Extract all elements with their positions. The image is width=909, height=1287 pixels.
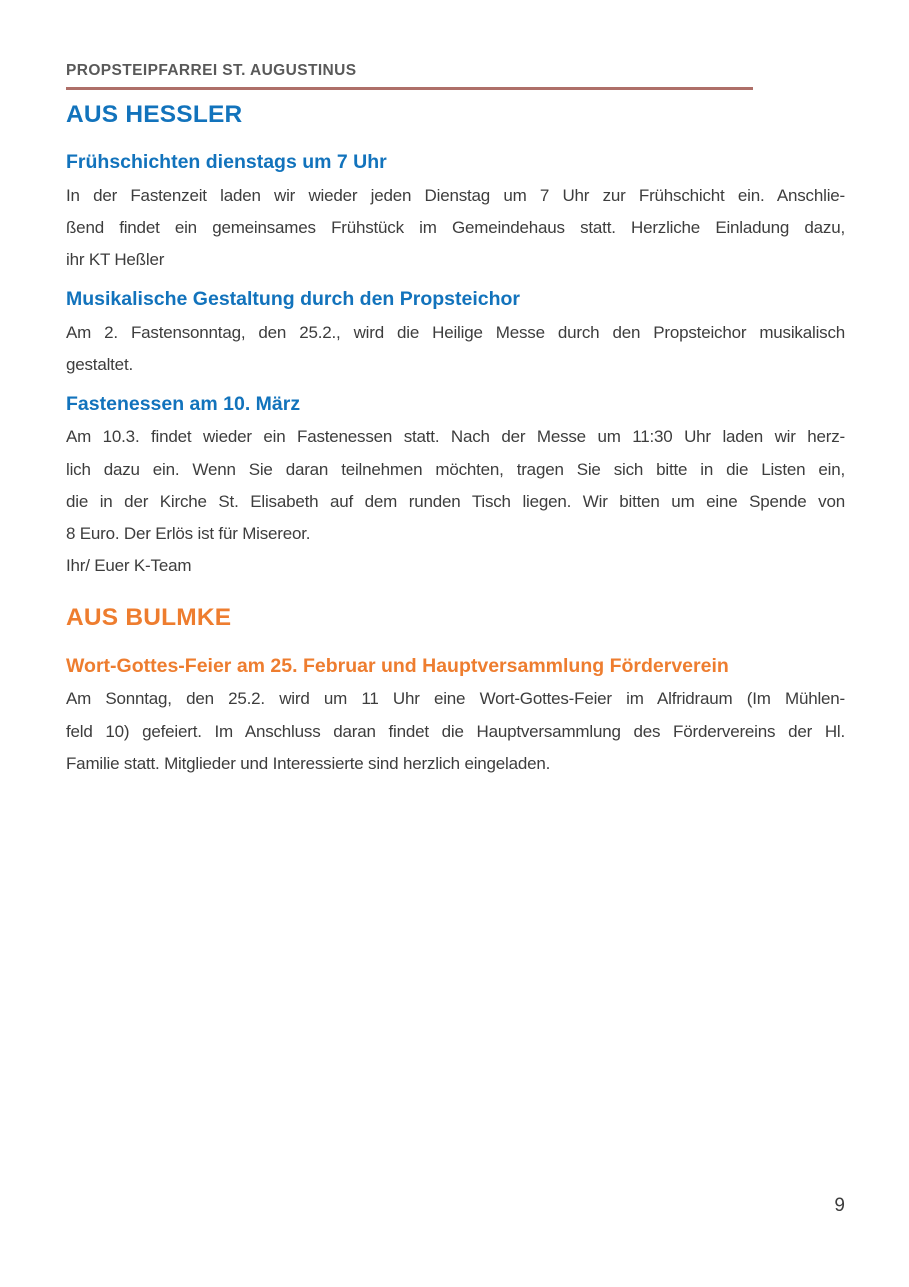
article-heading: Musikalische Gestaltung durch den Propsteichor bbox=[66, 288, 521, 311]
section-bulmke bbox=[66, 606, 845, 780]
header-rule bbox=[66, 87, 753, 90]
body-line: Am Sonntag, den 25.2. wird um 11 Uhr eine Wort-Gottes-Feier im Alfridraum (Im Mühlen- bbox=[66, 689, 845, 709]
section-title: AUS HESSLER bbox=[66, 100, 243, 128]
body-line: ßend findet ein gemeinsames Frühstück im Gemeindehaus statt. Herzliche Einladung dazu, bbox=[66, 217, 845, 237]
section-hessler bbox=[66, 100, 845, 583]
body-line: Am 2. Fastensonntag, den 25.2., wird die Heilige Messe durch den Propsteichor musikalisch bbox=[66, 322, 845, 342]
article-heading: Frühschichten dienstags um 7 Uhr bbox=[66, 151, 387, 173]
page-header bbox=[66, 63, 845, 90]
article-body bbox=[66, 180, 845, 277]
article-fastenessen bbox=[66, 392, 845, 582]
body-line: 8 Euro. Der Erlös ist für Misereor. bbox=[66, 524, 311, 543]
body-line: In der Fastenzeit laden wir wieder jeden Dienstag um 7 Uhr zur Frühschicht ein. Anschlie- bbox=[66, 185, 845, 205]
body-line: Familie statt. Mitglieder und Interessierte sind herzlich eingeladen. bbox=[66, 753, 551, 773]
page-header-title: PROPSTEIPFARREI ST. AUGUSTINUS bbox=[66, 62, 357, 79]
body-line: feld 10) gefeiert. Im Anschluss daran findet die Hauptversammlung des Fördervereins der Hl. bbox=[66, 721, 845, 741]
article-heading: Fastenessen am 10. März bbox=[66, 392, 301, 415]
body-line: die in der Kirche St. Elisabeth auf dem runden Tisch liegen. Wir bitten um eine Spende von bbox=[66, 491, 845, 511]
article-wort-gottes-feier bbox=[66, 654, 845, 780]
article-body bbox=[66, 421, 845, 582]
body-line: gestaltet. bbox=[66, 354, 133, 374]
article-musikalische-gestaltung bbox=[66, 290, 845, 381]
article-body bbox=[66, 683, 845, 780]
article-heading: Wort-Gottes-Feier am 25. Februar und Hauptversammlung Förderverein bbox=[66, 654, 729, 677]
body-line: Am 10.3. findet wieder ein Fastenessen statt. Nach der Messe um 11:30 Uhr laden wir herz- bbox=[66, 427, 845, 447]
section-title: AUS BULMKE bbox=[66, 604, 232, 632]
page-number: 9 bbox=[834, 1195, 845, 1216]
body-line: Ihr/ Euer K-Team bbox=[66, 556, 192, 576]
body-line: ihr KT Heßler bbox=[66, 249, 165, 269]
article-fruehschichten bbox=[66, 153, 845, 276]
body-line: lich dazu ein. Wenn Sie daran teilnehmen möchten, tragen Sie sich bitte in die Listen ein, bbox=[66, 459, 845, 479]
article-body bbox=[66, 317, 845, 381]
